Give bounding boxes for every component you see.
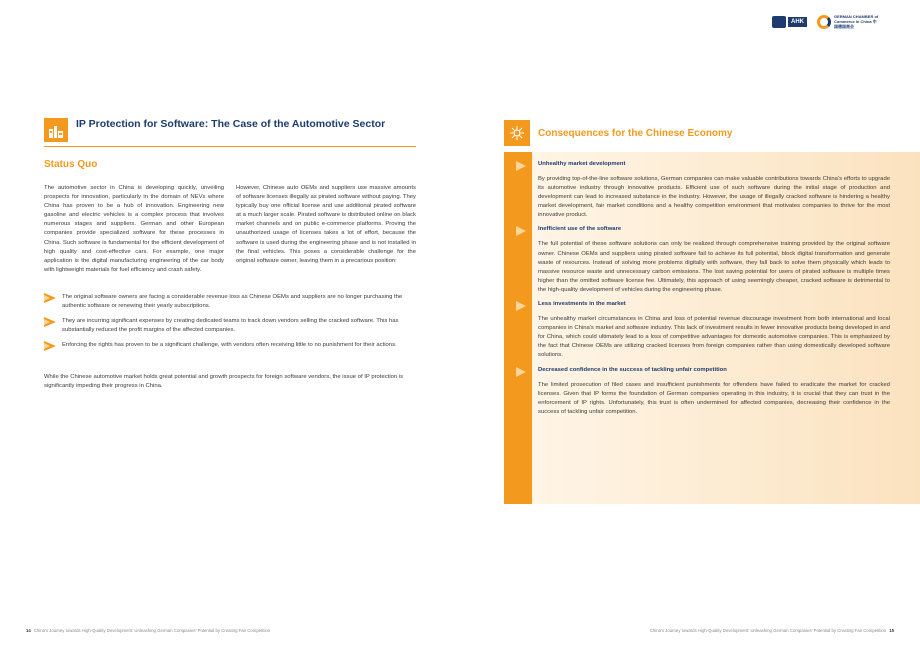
- section-heading: Unhealthy market development: [538, 161, 626, 167]
- arrow-bullet-icon: [516, 301, 526, 311]
- bullet-item: [44, 341, 416, 351]
- section-body: The limited prosecution of filed cases and insufficient punishments for offenders have failed to eradicate the market for cracked licenses. Given that IP forms the foundation of German companies operating in this industry, it is crucial that they can trust in the enforcement of IP rights. Unfortunately, this trust is often undermined for affected companies, decreasing their confidence in the success of tackling unfair competition.: [538, 381, 890, 415]
- arrow-bullet-icon: [516, 161, 526, 171]
- two-column-text: [44, 184, 416, 275]
- consequence-section: [538, 366, 890, 417]
- german-chamber-label: GERMAN CHAMBER of Commerce in China 中国德国商会: [834, 14, 879, 29]
- chamber-mark-icon: [817, 15, 831, 29]
- footer-right-text: China's Journey towards High-Quality Development: Unleashing German Companies' Potential by Creating Fair Competition: [649, 628, 887, 633]
- section-heading: Less investments in the market: [538, 301, 626, 308]
- consequences-panel: [504, 152, 920, 504]
- closing-paragraph: While the Chinese automotive market holds great potential and growth prospects for foreign software vendors, the issue of IP protection is significantly impeding their progress in China.: [44, 374, 404, 390]
- ahk-logo: [772, 16, 807, 28]
- bullet-list: [44, 293, 416, 351]
- german-chamber-logo: [817, 14, 880, 29]
- section-body: The unhealthy market circumstances in China and loss of potential revenue discourage investment from both international and local companies in China's market and software industry. This lack of investment results in fewer innovative products being developed in and for China, which could ultimately lead to a loss of competitive advantages for domestic automotive companies. This is emphasized by the fact that Chinese OEMs are utilizing cracked licenses from foreign companies rather than using domestically developed software solutions.: [538, 316, 890, 359]
- section-body: The full potential of these software solutions can only be realized through comprehensive training provided by the original software owner. Chinese OEMs and suppliers using pirated software fail to achieve its full potential, block digital transformation and generate waste of resources. Instead of solving more problems digitally with software, they fall back to solve them physically which leads to massive resource waste and unnecessary carbon emissions. The lost saving potential for users of pirated software is multiple times higher than the omitted software license fee. Ultimately, this approach of using seemingly cheaper, cracked software is detrimental to the high-quality development of vehicles during the engineering phase.: [538, 241, 890, 293]
- page-title: IP Protection for Software: The Case of the Automotive Sector: [76, 118, 386, 130]
- arrow-bullet-icon: [516, 367, 526, 377]
- section-body: By providing top-of-the-line software solutions, German companies can make valuable contributions towards China's efforts to upgrade its automotive industry through innovative products. Efficient use of such software during the initial stage of production and development can lead to increased substance in the industry. However, the usage of illegally cracked software is hindering a healthy market development, fair market conditions and a healthy competition environment that motivates companies to thrive for the most innovative product.: [538, 176, 890, 219]
- page-number-right: 15: [889, 628, 894, 633]
- consequence-section: [538, 300, 890, 360]
- bullet-item: [44, 293, 416, 311]
- footer-left: [26, 628, 270, 633]
- arrow-bullet-icon: [516, 226, 526, 236]
- section-title-row: [44, 118, 416, 147]
- bullet-item: [44, 317, 416, 335]
- column-2-paragraph: However, Chinese auto OEMs and suppliers use massive amounts of software licenses illegally as pirated software without paying. They typically buy one official license and use additional pirated software at a much larger scale. Pirated software is distributed online on black market channels and on public e-commerce platforms. Proving the unauthorized usage of licenses takes a lot of effort, because the software is used during the engineering phase and is not installed in the final vehicles. This poses a considerable challenge for the original software owner, leaving them in a precarious position:: [236, 185, 416, 264]
- consequence-section: [538, 160, 890, 220]
- footer-left-text: China's Journey towards High-Quality Development: Unleashing German Companies' Potential by Creating Fair Competition: [33, 628, 271, 633]
- consequence-section: [538, 225, 890, 295]
- consequences-header: [504, 120, 884, 146]
- ahk-logo-label: AHK: [788, 17, 807, 27]
- bullet-text: Enforcing the rights has proven to be a significant challenge, with vendors often receiving little to no punishment for their actions.: [62, 342, 397, 349]
- left-page: [44, 118, 416, 392]
- bullet-text: They are incurring significant expenses by creating dedicated teams to track down vendors selling the cracked software. This has substantially reduced the profit margins of the affected companies.: [62, 318, 399, 334]
- world-map-icon: [772, 16, 786, 28]
- arrow-bullet-icon: [44, 341, 58, 351]
- consequences-title: Consequences for the Chinese Economy: [538, 127, 733, 139]
- factory-icon: [44, 118, 68, 142]
- column-1-paragraph: The automotive sector in China is developing quickly, unveiling prospects for innovation, particularly in the domain of NEVs where China has proven to be a hub of innovation. Engineering new gasoline and electric vehicles is a complex process that involves numerous stages and suppliers. German and other European companies provide specialized software for these processes in China. Such software is fundamental for the efficient development of high quality and cost-effective cars. For example, one major application is the digital manufacturing engineering of the car body with lightweight materials for fuel efficiency and crash safety.: [44, 185, 224, 273]
- arrow-bullet-icon: [44, 293, 58, 303]
- page-number-left: 14: [26, 628, 31, 633]
- section-heading: Decreased confidence in the success of tackling unfair competition: [538, 366, 727, 373]
- section-heading: Inefficient use of the software: [538, 226, 622, 233]
- status-quo-heading: Status Quo: [44, 159, 98, 170]
- bullet-text: The original software owners are facing a considerable revenue loss as Chinese OEMs and suppliers are no longer purchasing the authentic software or renewing their yearly subscriptions.: [62, 293, 403, 310]
- header-logos: [772, 14, 880, 29]
- footer-right: [650, 628, 894, 633]
- arrow-bullet-icon: [44, 317, 58, 327]
- network-icon: [504, 120, 530, 146]
